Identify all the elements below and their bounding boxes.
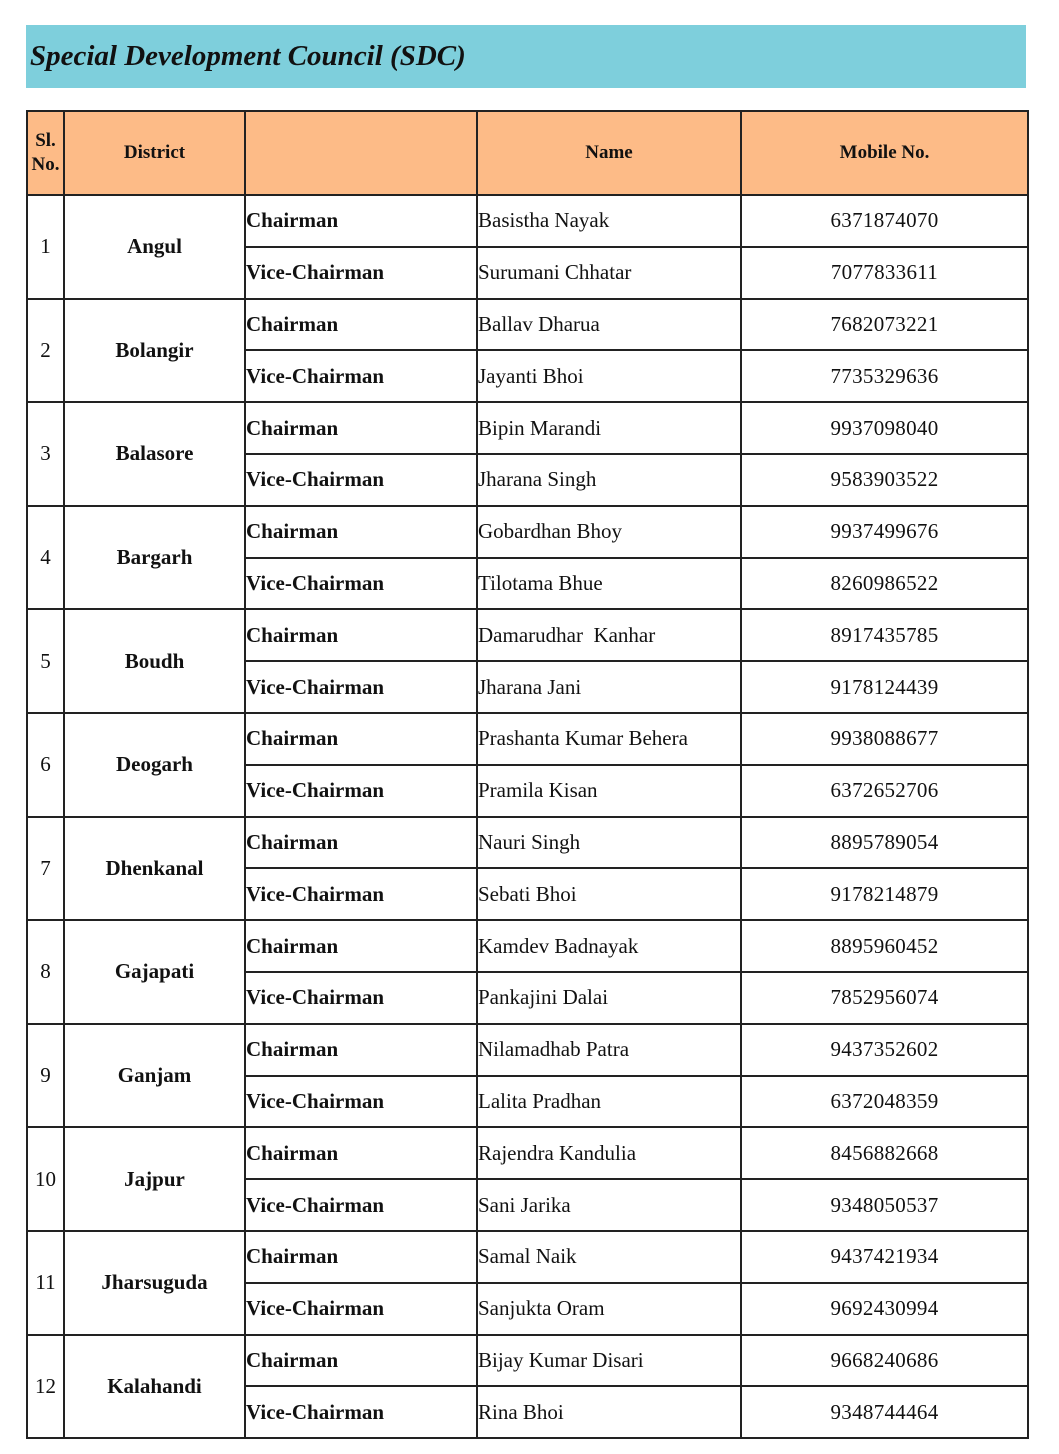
name-cell: Sani Jarika	[477, 1179, 741, 1231]
mobile-cell: 7735329636	[741, 350, 1028, 402]
name-cell: Basistha Nayak	[477, 195, 741, 247]
district-cell: Jajpur	[64, 1127, 245, 1231]
role-cell: Vice-Chairman	[245, 765, 477, 817]
mobile-cell: 7077833611	[741, 247, 1028, 299]
table-row	[27, 506, 1028, 558]
role-cell: Vice-Chairman	[245, 350, 477, 402]
table-row	[27, 1335, 1028, 1387]
mobile-cell: 9938088677	[741, 713, 1028, 765]
sl-no-cell: 6	[27, 713, 64, 817]
table-row	[27, 195, 1028, 247]
mobile-cell: 9348050537	[741, 1179, 1028, 1231]
district-cell: Dhenkanal	[64, 817, 245, 921]
role-cell: Chairman	[245, 920, 477, 972]
mobile-cell: 6372652706	[741, 765, 1028, 817]
name-cell: Rina Bhoi	[477, 1386, 741, 1438]
table-row	[27, 1127, 1028, 1179]
role-cell: Vice-Chairman	[245, 661, 477, 713]
mobile-cell: 9692430994	[741, 1283, 1028, 1335]
header-sl-no: Sl. No.	[27, 111, 64, 195]
sl-no-cell: 2	[27, 299, 64, 403]
district-cell: Bargarh	[64, 506, 245, 610]
role-cell: Chairman	[245, 402, 477, 454]
district-cell: Ganjam	[64, 1024, 245, 1128]
name-cell: Bipin Marandi	[477, 402, 741, 454]
header-mobile: Mobile No.	[741, 111, 1028, 195]
table-row	[27, 817, 1028, 869]
mobile-cell: 9437421934	[741, 1231, 1028, 1283]
role-cell: Vice-Chairman	[245, 972, 477, 1024]
district-cell: Gajapati	[64, 920, 245, 1024]
table-row	[27, 713, 1028, 765]
mobile-cell: 9348744464	[741, 1386, 1028, 1438]
name-cell: Surumani Chhatar	[477, 247, 741, 299]
name-cell: Pankajini Dalai	[477, 972, 741, 1024]
mobile-cell: 9668240686	[741, 1335, 1028, 1387]
role-cell: Chairman	[245, 1024, 477, 1076]
role-cell: Chairman	[245, 299, 477, 351]
sl-no-cell: 12	[27, 1335, 64, 1439]
role-cell: Chairman	[245, 1335, 477, 1387]
role-cell: Chairman	[245, 817, 477, 869]
role-cell: Chairman	[245, 609, 477, 661]
mobile-cell: 6372048359	[741, 1076, 1028, 1128]
district-cell: Kalahandi	[64, 1335, 245, 1439]
header-name: Name	[477, 111, 741, 195]
mobile-cell: 8917435785	[741, 609, 1028, 661]
mobile-cell: 9178214879	[741, 868, 1028, 920]
sl-no-cell: 7	[27, 817, 64, 921]
name-cell: Gobardhan Bhoy	[477, 506, 741, 558]
mobile-cell: 8895960452	[741, 920, 1028, 972]
name-cell: Samal Naik	[477, 1231, 741, 1283]
name-cell: Tilotama Bhue	[477, 558, 741, 610]
page-title: Special Development Council (SDC)	[30, 40, 466, 72]
role-cell: Chairman	[245, 1127, 477, 1179]
table-row	[27, 609, 1028, 661]
table-row	[27, 402, 1028, 454]
name-cell: Prashanta Kumar Behera	[477, 713, 741, 765]
role-cell: Vice-Chairman	[245, 454, 477, 506]
role-cell: Vice-Chairman	[245, 1386, 477, 1438]
name-cell: Pramila Kisan	[477, 765, 741, 817]
name-cell: Jharana Singh	[477, 454, 741, 506]
mobile-cell: 9937499676	[741, 506, 1028, 558]
role-cell: Vice-Chairman	[245, 558, 477, 610]
table-row	[27, 299, 1028, 351]
table-header-row	[27, 111, 1028, 195]
role-cell: Vice-Chairman	[245, 1283, 477, 1335]
name-cell: Bijay Kumar Disari	[477, 1335, 741, 1387]
mobile-cell: 9583903522	[741, 454, 1028, 506]
sl-no-cell: 9	[27, 1024, 64, 1128]
mobile-cell: 9437352602	[741, 1024, 1028, 1076]
district-cell: Angul	[64, 195, 245, 299]
name-cell: Lalita Pradhan	[477, 1076, 741, 1128]
role-cell: Chairman	[245, 506, 477, 558]
table-row	[27, 920, 1028, 972]
sl-no-cell: 5	[27, 609, 64, 713]
title-banner	[26, 25, 1026, 88]
name-cell: Jharana Jani	[477, 661, 741, 713]
mobile-cell: 9178124439	[741, 661, 1028, 713]
role-cell: Chairman	[245, 713, 477, 765]
sl-no-cell: 4	[27, 506, 64, 610]
table-row	[27, 1231, 1028, 1283]
name-cell: Rajendra Kandulia	[477, 1127, 741, 1179]
mobile-cell: 6371874070	[741, 195, 1028, 247]
role-cell: Chairman	[245, 195, 477, 247]
mobile-cell: 7682073221	[741, 299, 1028, 351]
district-cell: Boudh	[64, 609, 245, 713]
name-cell: Sanjukta Oram	[477, 1283, 741, 1335]
table-row	[27, 1024, 1028, 1076]
name-cell: Sebati Bhoi	[477, 868, 741, 920]
mobile-cell: 8895789054	[741, 817, 1028, 869]
sl-no-cell: 3	[27, 402, 64, 506]
sl-no-cell: 11	[27, 1231, 64, 1335]
name-cell: Damarudhar Kanhar	[477, 609, 741, 661]
name-cell: Nilamadhab Patra	[477, 1024, 741, 1076]
header-role	[245, 111, 477, 195]
mobile-cell: 7852956074	[741, 972, 1028, 1024]
district-cell: Bolangir	[64, 299, 245, 403]
name-cell: Jayanti Bhoi	[477, 350, 741, 402]
sl-no-cell: 8	[27, 920, 64, 1024]
header-district: District	[64, 111, 245, 195]
role-cell: Vice-Chairman	[245, 247, 477, 299]
district-cell: Balasore	[64, 402, 245, 506]
mobile-cell: 8456882668	[741, 1127, 1028, 1179]
district-cell: Jharsuguda	[64, 1231, 245, 1335]
role-cell: Chairman	[245, 1231, 477, 1283]
sdc-table	[26, 110, 1029, 1439]
name-cell: Kamdev Badnayak	[477, 920, 741, 972]
name-cell: Ballav Dharua	[477, 299, 741, 351]
role-cell: Vice-Chairman	[245, 868, 477, 920]
sl-no-cell: 1	[27, 195, 64, 299]
sl-no-cell: 10	[27, 1127, 64, 1231]
role-cell: Vice-Chairman	[245, 1179, 477, 1231]
name-cell: Nauri Singh	[477, 817, 741, 869]
mobile-cell: 9937098040	[741, 402, 1028, 454]
role-cell: Vice-Chairman	[245, 1076, 477, 1128]
mobile-cell: 8260986522	[741, 558, 1028, 610]
district-cell: Deogarh	[64, 713, 245, 817]
